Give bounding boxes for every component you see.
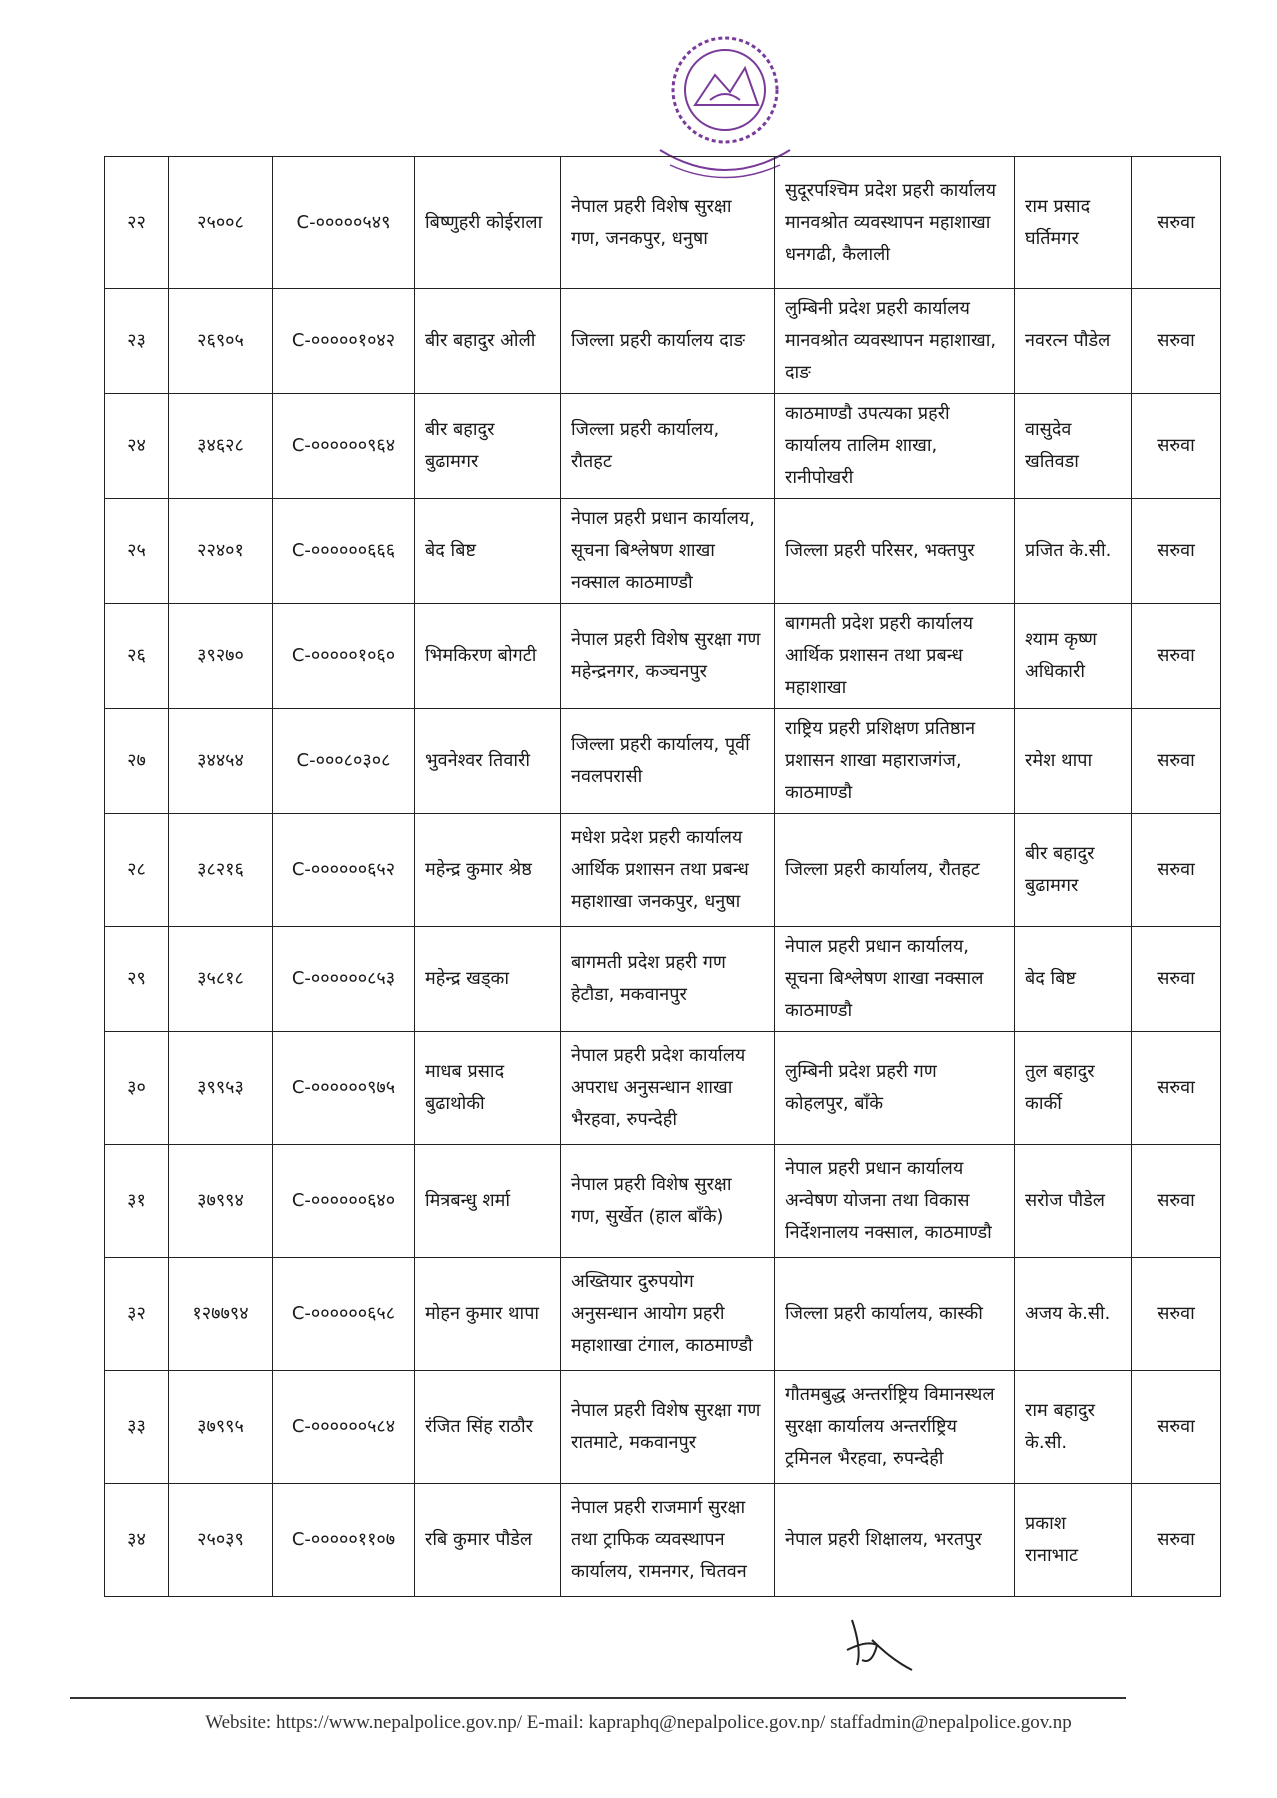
code-cell: C-००००००६५२ — [273, 814, 415, 927]
serial-number-cell: ३० — [105, 1032, 169, 1145]
code-cell: C-००००००६६६ — [273, 499, 415, 604]
transfer-table — [104, 156, 1221, 1597]
name-cell: मित्रबन्धु शर्मा — [415, 1145, 561, 1258]
table-row — [105, 394, 1221, 499]
table-row — [105, 1484, 1221, 1597]
current-office-cell: अख्तियार दुरुपयोग अनुसन्धान आयोग प्रहरी महाशाखा टंगाल, काठमाण्डौ — [561, 1258, 775, 1371]
police-id-cell: २५०३९ — [169, 1484, 273, 1597]
signature-mark — [832, 1600, 922, 1680]
serial-number-cell: २४ — [105, 394, 169, 499]
name-cell: महेन्द्र कुमार श्रेष्ठ — [415, 814, 561, 927]
table-row — [105, 709, 1221, 814]
name-cell: बिष्णुहरी कोईराला — [415, 157, 561, 289]
police-id-cell: ३९२७० — [169, 604, 273, 709]
status-cell: सरुवा — [1132, 1145, 1221, 1258]
replacement-cell: अजय के.सी. — [1015, 1258, 1132, 1371]
current-office-cell: जिल्ला प्रहरी कार्यालय दाङ — [561, 289, 775, 394]
name-cell: बेद बिष्ट — [415, 499, 561, 604]
police-id-cell: ३७९९५ — [169, 1371, 273, 1484]
replacement-cell: बीर बहादुर बुढामगर — [1015, 814, 1132, 927]
new-office-cell: गौतमबुद्ध अन्तर्राष्ट्रिय विमानस्थल सुरक्षा कार्यालय अन्तर्राष्ट्रिय ट्रमिनल भैरहवा, रुपन्देही — [775, 1371, 1015, 1484]
replacement-cell: राम बहादुर के.सी. — [1015, 1371, 1132, 1484]
new-office-cell: जिल्ला प्रहरी कार्यालय, कास्की — [775, 1258, 1015, 1371]
name-cell: रंजित सिंह राठौर — [415, 1371, 561, 1484]
serial-number-cell: ३२ — [105, 1258, 169, 1371]
replacement-cell: प्रजित के.सी. — [1015, 499, 1132, 604]
new-office-cell: लुम्बिनी प्रदेश प्रहरी गण कोहलपुर, बाँके — [775, 1032, 1015, 1145]
current-office-cell: बागमती प्रदेश प्रहरी गण हेटौडा, मकवानपुर — [561, 927, 775, 1032]
code-cell: C-००००००६५८ — [273, 1258, 415, 1371]
table-row — [105, 604, 1221, 709]
status-cell: सरुवा — [1132, 604, 1221, 709]
current-office-cell: नेपाल प्रहरी विशेष सुरक्षा गण, जनकपुर, धनुषा — [561, 157, 775, 289]
serial-number-cell: २७ — [105, 709, 169, 814]
name-cell: मोहन कुमार थापा — [415, 1258, 561, 1371]
table-row — [105, 927, 1221, 1032]
current-office-cell: नेपाल प्रहरी प्रधान कार्यालय, सूचना बिश्लेषण शाखा नक्साल काठमाण्डौ — [561, 499, 775, 604]
serial-number-cell: ३४ — [105, 1484, 169, 1597]
current-office-cell: मधेश प्रदेश प्रहरी कार्यालय आर्थिक प्रशासन तथा प्रबन्ध महाशाखा जनकपुर, धनुषा — [561, 814, 775, 927]
serial-number-cell: २२ — [105, 157, 169, 289]
name-cell: रबि कुमार पौडेल — [415, 1484, 561, 1597]
code-cell: C-०००००१०६० — [273, 604, 415, 709]
status-cell: सरुवा — [1132, 927, 1221, 1032]
current-office-cell: जिल्ला प्रहरी कार्यालय, रौतहट — [561, 394, 775, 499]
police-id-cell: २६९०५ — [169, 289, 273, 394]
table-row — [105, 1371, 1221, 1484]
footer-contact: Website: https://www.nepalpolice.gov.np/ E-mail: kapraphq@nepalpolice.gov.np/ staffadmin@nepalpolice.gov.np — [205, 1712, 1072, 1733]
serial-number-cell: २६ — [105, 604, 169, 709]
code-cell: C-००००००९७५ — [273, 1032, 415, 1145]
footer-divider — [70, 1697, 1126, 1699]
serial-number-cell: ३३ — [105, 1371, 169, 1484]
current-office-cell: नेपाल प्रहरी प्रदेश कार्यालय अपराध अनुसन्धान शाखा भैरहवा, रुपन्देही — [561, 1032, 775, 1145]
police-id-cell: ३५८१८ — [169, 927, 273, 1032]
replacement-cell: रमेश थापा — [1015, 709, 1132, 814]
table-row — [105, 499, 1221, 604]
replacement-cell: राम प्रसाद घर्तिमगर — [1015, 157, 1132, 289]
replacement-cell: तुल बहादुर कार्की — [1015, 1032, 1132, 1145]
current-office-cell: नेपाल प्रहरी विशेष सुरक्षा गण रातमाटे, मकवानपुर — [561, 1371, 775, 1484]
table-row — [105, 1032, 1221, 1145]
status-cell: सरुवा — [1132, 157, 1221, 289]
replacement-cell: प्रकाश रानाभाट — [1015, 1484, 1132, 1597]
serial-number-cell: ३१ — [105, 1145, 169, 1258]
police-id-cell: २५००८ — [169, 157, 273, 289]
table-row — [105, 289, 1221, 394]
replacement-cell: नवरत्न पौडेल — [1015, 289, 1132, 394]
police-id-cell: ३४६२८ — [169, 394, 273, 499]
police-id-cell: ३९९५३ — [169, 1032, 273, 1145]
current-office-cell: नेपाल प्रहरी विशेष सुरक्षा गण, सुर्खेत (हाल बाँके) — [561, 1145, 775, 1258]
police-id-cell: २२४०१ — [169, 499, 273, 604]
table-row — [105, 814, 1221, 927]
status-cell: सरुवा — [1132, 1032, 1221, 1145]
new-office-cell: काठमाण्डौ उपत्यका प्रहरी कार्यालय तालिम शाखा, रानीपोखरी — [775, 394, 1015, 499]
replacement-cell: वासुदेव खतिवडा — [1015, 394, 1132, 499]
new-office-cell: बागमती प्रदेश प्रहरी कार्यालय आर्थिक प्रशासन तथा प्रबन्ध महाशाखा — [775, 604, 1015, 709]
code-cell: C-०००८०३०८ — [273, 709, 415, 814]
code-cell: C-००००००५८४ — [273, 1371, 415, 1484]
serial-number-cell: २३ — [105, 289, 169, 394]
table-row — [105, 157, 1221, 289]
name-cell: भिमकिरण बोगटी — [415, 604, 561, 709]
current-office-cell: नेपाल प्रहरी राजमार्ग सुरक्षा तथा ट्राफिक व्यवस्थापन कार्यालय, रामनगर, चितवन — [561, 1484, 775, 1597]
current-office-cell: नेपाल प्रहरी विशेष सुरक्षा गण महेन्द्रनगर, कञ्चनपुर — [561, 604, 775, 709]
new-office-cell: राष्ट्रिय प्रहरी प्रशिक्षण प्रतिष्ठान प्रशासन शाखा महाराजगंज, काठमाण्डौ — [775, 709, 1015, 814]
serial-number-cell: २८ — [105, 814, 169, 927]
name-cell: महेन्द्र खड्का — [415, 927, 561, 1032]
police-id-cell: ३४४५४ — [169, 709, 273, 814]
table-row — [105, 1258, 1221, 1371]
status-cell: सरुवा — [1132, 709, 1221, 814]
status-cell: सरुवा — [1132, 1484, 1221, 1597]
replacement-cell: श्याम कृष्ण अधिकारी — [1015, 604, 1132, 709]
status-cell: सरुवा — [1132, 394, 1221, 499]
police-id-cell: ३७९९४ — [169, 1145, 273, 1258]
police-id-cell: १२७७९४ — [169, 1258, 273, 1371]
code-cell: C-००००००८५३ — [273, 927, 415, 1032]
name-cell: बीर बहादुर बुढामगर — [415, 394, 561, 499]
status-cell: सरुवा — [1132, 289, 1221, 394]
status-cell: सरुवा — [1132, 1258, 1221, 1371]
name-cell: भुवनेश्वर तिवारी — [415, 709, 561, 814]
code-cell: C-०००००११०७ — [273, 1484, 415, 1597]
new-office-cell: नेपाल प्रहरी प्रधान कार्यालय, सूचना बिश्लेषण शाखा नक्साल काठमाण्डौ — [775, 927, 1015, 1032]
serial-number-cell: २९ — [105, 927, 169, 1032]
current-office-cell: जिल्ला प्रहरी कार्यालय, पूर्वी नवलपरासी — [561, 709, 775, 814]
table-row — [105, 1145, 1221, 1258]
code-cell: C-०००००१०४२ — [273, 289, 415, 394]
status-cell: सरुवा — [1132, 499, 1221, 604]
name-cell: माधब प्रसाद बुढाथोकी — [415, 1032, 561, 1145]
code-cell: C-०००००५४९ — [273, 157, 415, 289]
police-id-cell: ३८२१६ — [169, 814, 273, 927]
new-office-cell: जिल्ला प्रहरी परिसर, भक्तपुर — [775, 499, 1015, 604]
new-office-cell: नेपाल प्रहरी शिक्षालय, भरतपुर — [775, 1484, 1015, 1597]
replacement-cell: सरोज पौडेल — [1015, 1145, 1132, 1258]
name-cell: बीर बहादुर ओली — [415, 289, 561, 394]
new-office-cell: नेपाल प्रहरी प्रधान कार्यालय अन्वेषण योजना तथा विकास निर्देशनालय नक्साल, काठमाण्डौ — [775, 1145, 1015, 1258]
status-cell: सरुवा — [1132, 1371, 1221, 1484]
new-office-cell: सुदूरपश्चिम प्रदेश प्रहरी कार्यालय मानवश्रोत व्यवस्थापन महाशाखा धनगढी, कैलाली — [775, 157, 1015, 289]
code-cell: C-००००००९६४ — [273, 394, 415, 499]
serial-number-cell: २५ — [105, 499, 169, 604]
code-cell: C-००००००६४० — [273, 1145, 415, 1258]
new-office-cell: लुम्बिनी प्रदेश प्रहरी कार्यालय मानवश्रोत व्यवस्थापन महाशाखा, दाङ — [775, 289, 1015, 394]
status-cell: सरुवा — [1132, 814, 1221, 927]
new-office-cell: जिल्ला प्रहरी कार्यालय, रौतहट — [775, 814, 1015, 927]
replacement-cell: बेद बिष्ट — [1015, 927, 1132, 1032]
